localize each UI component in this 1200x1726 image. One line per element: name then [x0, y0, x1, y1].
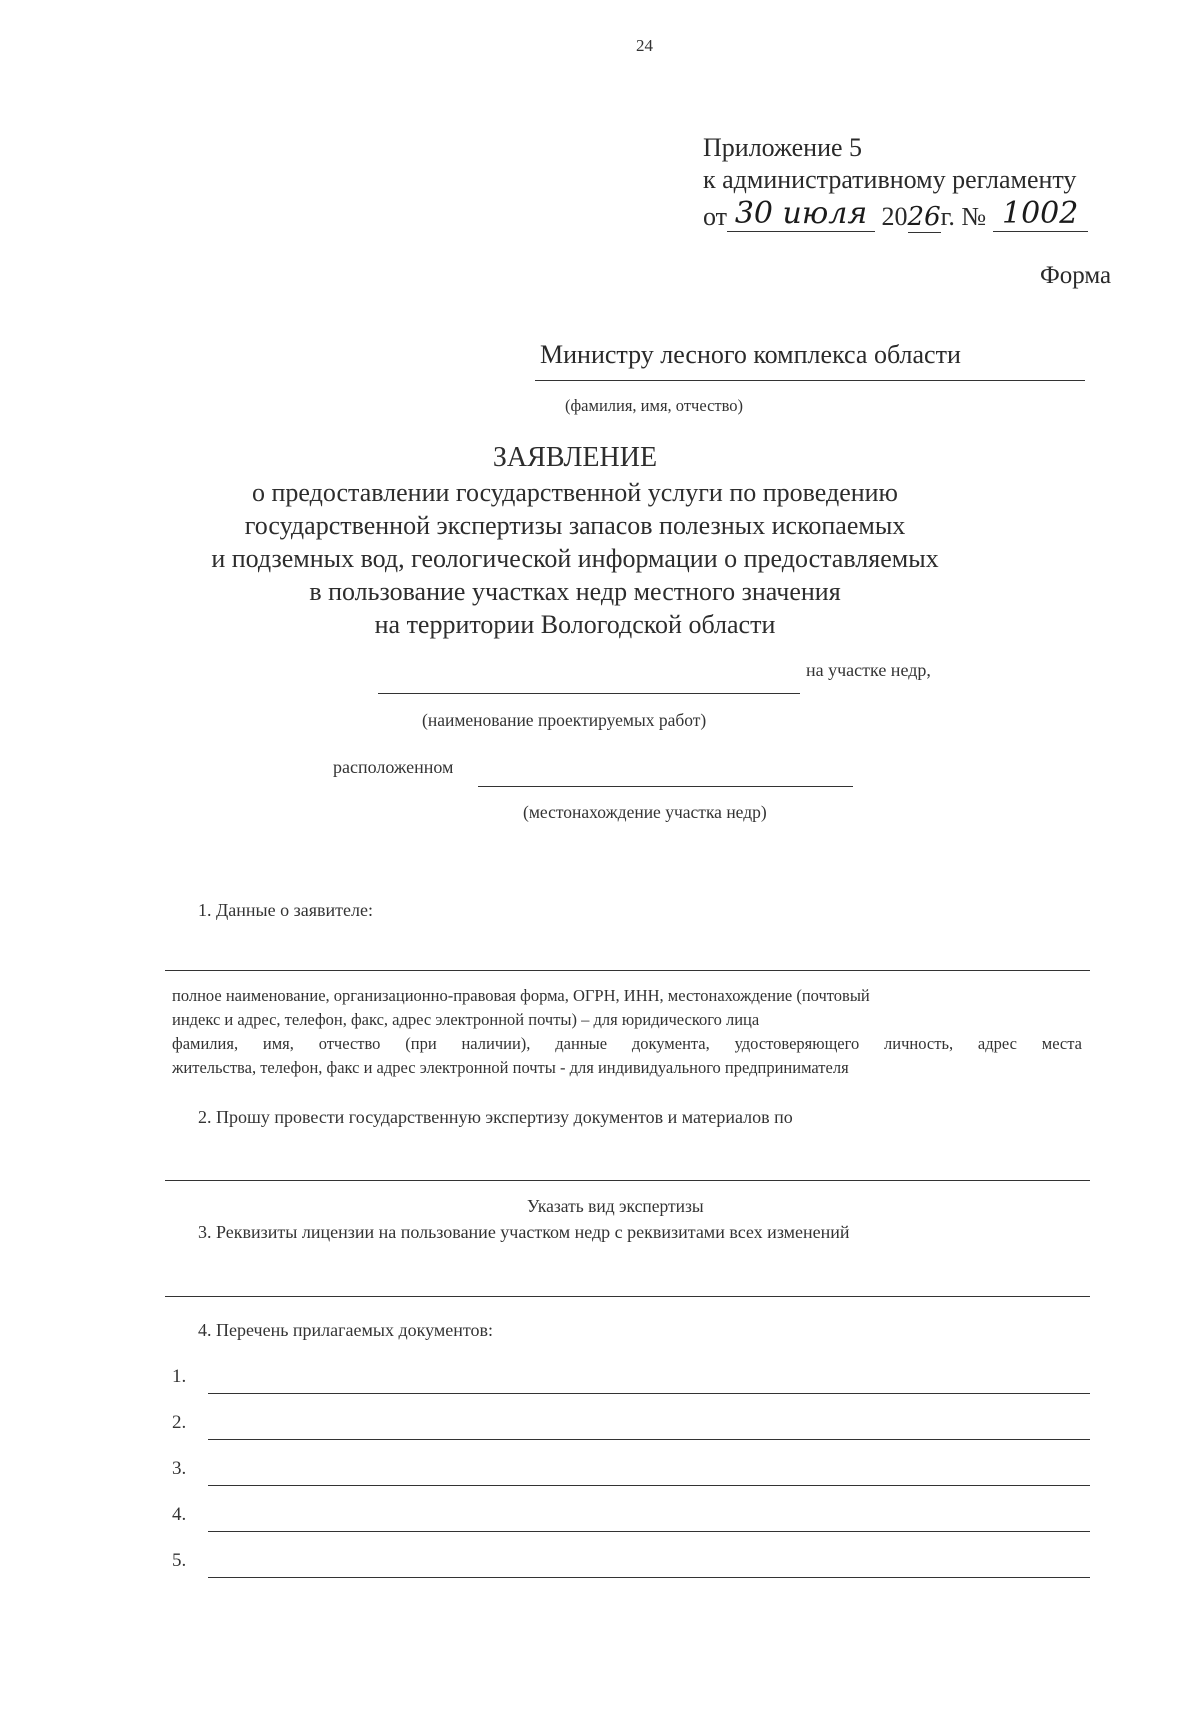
document-item-line	[208, 1577, 1090, 1578]
location-label: расположенном	[333, 757, 454, 777]
section2-field-line	[165, 1180, 1090, 1181]
location-caption: (местонахождение участка недр)	[523, 802, 767, 822]
section1-note-2: индекс и адрес, телефон, факс, адрес электронной почты) – для юридического лица	[172, 1010, 760, 1029]
section3-label: 3. Реквизиты лицензии на пользование участком недр с реквизитами всех изменений	[198, 1222, 850, 1242]
section2-caption: Указать вид экспертизы	[527, 1196, 704, 1216]
addressee-name: Министру лесного комплекса области	[540, 340, 961, 369]
section1-field-line	[165, 970, 1090, 971]
title-line-5: на территории Вологодской области	[374, 610, 776, 639]
addressee-caption: (фамилия, имя, отчество)	[565, 396, 744, 415]
addressee-line	[535, 380, 1085, 381]
document-item-line	[208, 1439, 1090, 1440]
section3-field-line	[165, 1296, 1090, 1297]
form-label: Форма	[1040, 262, 1112, 289]
title-line-3: и подземных вод, геологической информации о предоставляемых	[211, 544, 939, 573]
year-prefix: 20	[881, 202, 908, 231]
handwritten-date: 30 июля	[734, 196, 868, 231]
document-item-line	[208, 1393, 1090, 1394]
document-item-line	[208, 1531, 1090, 1532]
appendix-date-line	[703, 198, 1088, 234]
works-caption: (наименование проектируемых работ)	[422, 710, 707, 730]
section1-note-3: фамилия, имя, отчество (при наличии), данные документа, удостоверяющего личность, адрес места	[172, 1034, 1082, 1053]
section2-label: 2. Прошу провести государственную экспертизу документов и материалов по	[198, 1107, 793, 1127]
title-line-1: о предоставлении государственной услуги по проведению	[251, 478, 898, 507]
prefix-ot: от	[703, 202, 728, 231]
page-number: 24	[636, 36, 653, 55]
document-item-number: 1.	[172, 1366, 187, 1387]
document-item-number: 5.	[172, 1550, 187, 1571]
handwritten-year: 26	[907, 202, 941, 232]
document-item-number: 3.	[172, 1458, 187, 1479]
statement-heading: ЗАЯВЛЕНИЕ	[492, 442, 658, 473]
document-item-number: 4.	[172, 1504, 187, 1525]
title-line-4: в пользование участках недр местного значения	[309, 577, 841, 606]
statement-title	[0, 440, 1150, 641]
appendix-title: Приложение 5	[703, 133, 863, 162]
appendix-subtitle: к административному регламенту	[703, 165, 1077, 194]
section1-note-1: полное наименование, организационно-правовая форма, ОГРН, ИНН, местонахождение (почтовый	[172, 986, 870, 1005]
handwritten-number: 1002	[1001, 196, 1079, 231]
section1-note-4: жительства, телефон, факс и адрес электронной почты - для индивидуального предпринимателя	[172, 1058, 849, 1077]
works-suffix: на участке недр,	[806, 660, 931, 680]
title-line-2: государственной экспертизы запасов полезных ископаемых	[244, 511, 906, 540]
section4-label: 4. Перечень прилагаемых документов:	[198, 1320, 494, 1340]
works-field-line	[378, 693, 800, 694]
location-field-line	[478, 786, 853, 787]
document-item-line	[208, 1485, 1090, 1486]
document-item-number: 2.	[172, 1412, 187, 1433]
section1-label: 1. Данные о заявителе:	[198, 900, 373, 920]
year-suffix: г. №	[940, 202, 987, 231]
